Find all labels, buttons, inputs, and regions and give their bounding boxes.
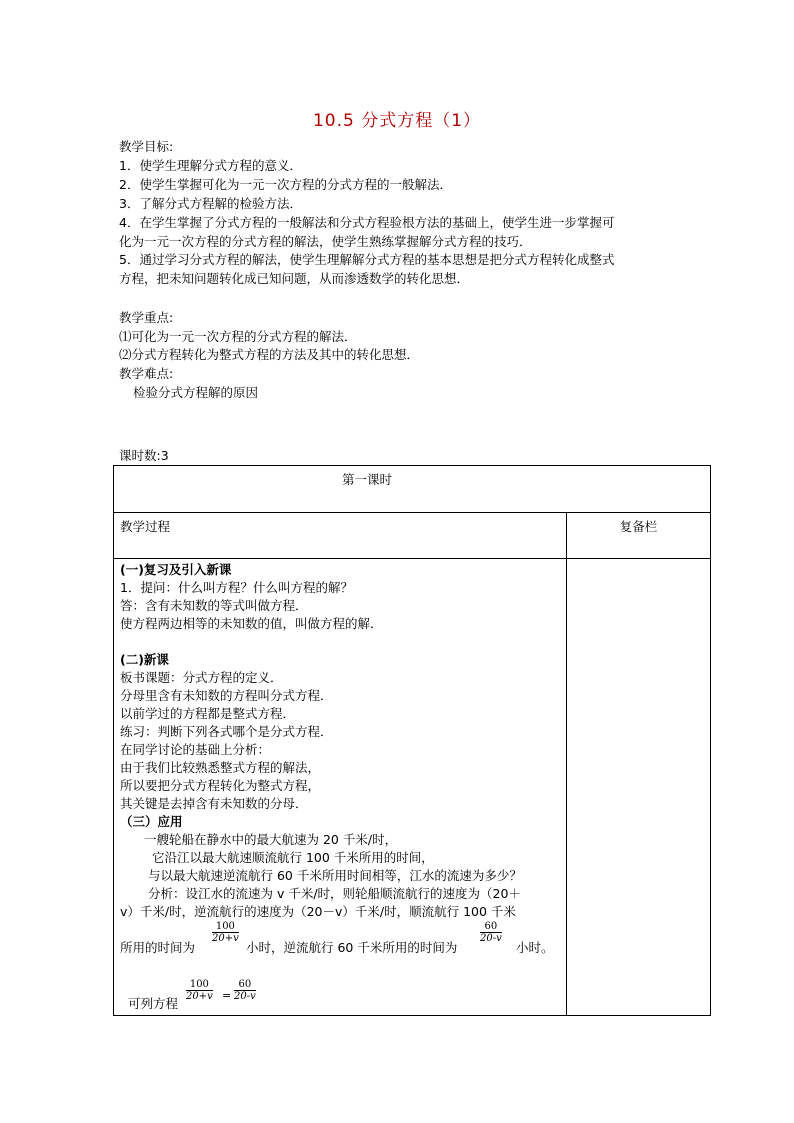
objective-item: 方程，把未知问题转化成已知问题，从而渗透数学的转化思想． <box>119 271 470 286</box>
content-line: 所以要把分式方程转化为整式方程， <box>120 778 321 793</box>
content-line: 一艘轮船在静水中的最大航速为 20 千米/时， <box>144 832 398 847</box>
content-line: 其关键是去掉含有未知数的分母． <box>120 796 308 811</box>
fraction-denominator: 20-v <box>234 991 256 1002</box>
process-content-cell <box>114 559 567 1016</box>
objective-item: 1．使学生理解分式方程的意义． <box>119 158 302 173</box>
objective-item: 化为一元一次方程的分式方程的解法，使学生熟练掌握解分式方程的技巧． <box>119 234 532 249</box>
process-label: 教学过程 <box>120 519 171 534</box>
equals-sign: = <box>222 989 232 1002</box>
key-point-item: ⑴可化为一元一次方程的分式方程的解法． <box>119 329 357 344</box>
objective-item: 2．使学生掌握可化为一元一次方程的分式方程的一般解法． <box>119 177 452 192</box>
content-line: 以前学过的方程都是整式方程． <box>120 706 296 721</box>
fraction-100-over-20-plus-v <box>212 921 239 944</box>
fraction-numerator: 60 <box>480 921 502 933</box>
section-title: （三）应用 <box>120 814 183 829</box>
section-title: (二)新课 <box>120 652 169 667</box>
key-points-label: 教学重点: <box>119 310 174 325</box>
content-line: 它沿江以最大航速顺流航行 100 千米所用的时间， <box>152 850 434 865</box>
difficulty-label: 教学难点: <box>119 366 174 381</box>
difficulty-text: 检验分式方程解的原因 <box>133 385 259 400</box>
fraction-denominator: 20+v <box>186 991 213 1002</box>
fraction-denominator: 20-v <box>480 933 502 944</box>
equation-fraction-left <box>186 979 213 1002</box>
content-line: 1．提问：什么叫方程？什么叫方程的解？ <box>120 580 353 595</box>
equation-label: 可列方程 <box>128 996 179 1011</box>
notes-label: 复备栏 <box>619 519 658 534</box>
time-text-b: 小时，逆流航行 60 千米所用的时间为 <box>246 940 458 955</box>
content-line: v）千米/时，逆流航行的速度为（20－v）千米/时，顺流航行 100 千米 <box>120 904 516 919</box>
page-title: 10.5 分式方程（1） <box>312 111 482 131</box>
content-line: 练习：判断下列各式哪个是分式方程． <box>120 724 333 739</box>
notes-header-cell <box>567 513 711 559</box>
content-line: 由于我们比较熟悉整式方程的解法， <box>120 760 321 775</box>
fraction-numerator: 100 <box>212 921 239 933</box>
lesson-title: 第一课时 <box>341 472 392 487</box>
content-line: 分析：设江水的流速为 v 千米/时，则轮船顺流航行的速度为（20＋ <box>148 886 521 901</box>
content-line: 在同学讨论的基础上分析： <box>120 742 271 757</box>
process-header-cell <box>114 513 567 559</box>
objectives-label: 教学目标: <box>119 139 174 154</box>
key-point-item: ⑵分式方程转化为整式方程的方法及其中的转化思想． <box>119 347 420 362</box>
section-title: (一)复习及引入新课 <box>120 562 232 577</box>
fraction-denominator: 20+v <box>212 933 239 944</box>
content-line: 答：含有未知数的等式叫做方程． <box>120 598 308 613</box>
content-line: 板书课题：分式方程的定义． <box>120 670 283 685</box>
objective-item: 3．了解分式方程解的检验方法． <box>119 196 302 211</box>
fraction-60-over-20-minus-v <box>480 921 502 944</box>
time-text-c: 小时。 <box>516 940 554 955</box>
lesson-title-cell <box>114 466 711 513</box>
objective-item: 5．通过学习分式方程的解法，使学生理解解分式方程的基本思想是把分式方程转化成整式 <box>119 252 615 267</box>
fraction-numerator: 60 <box>234 979 256 991</box>
content-line: 分母里含有未知数的方程叫分式方程． <box>120 688 333 703</box>
equation-fraction-right <box>234 979 256 1002</box>
objective-item: 4．在学生掌握了分式方程的一般解法和分式方程验根方法的基础上，使学生进一步掌握可 <box>119 215 615 230</box>
fraction-numerator: 100 <box>186 979 213 991</box>
notes-content-cell <box>567 559 711 1016</box>
time-text-a: 所用的时间为 <box>120 940 196 955</box>
content-line: 与以最大航速逆流航行 60 千米所用时间相等，江水的流速为多少？ <box>148 868 522 883</box>
content-line: 使方程两边相等的未知数的值，叫做方程的解． <box>120 616 383 631</box>
lesson-table <box>113 465 711 1016</box>
hours-count: 课时数:3 <box>119 448 169 463</box>
